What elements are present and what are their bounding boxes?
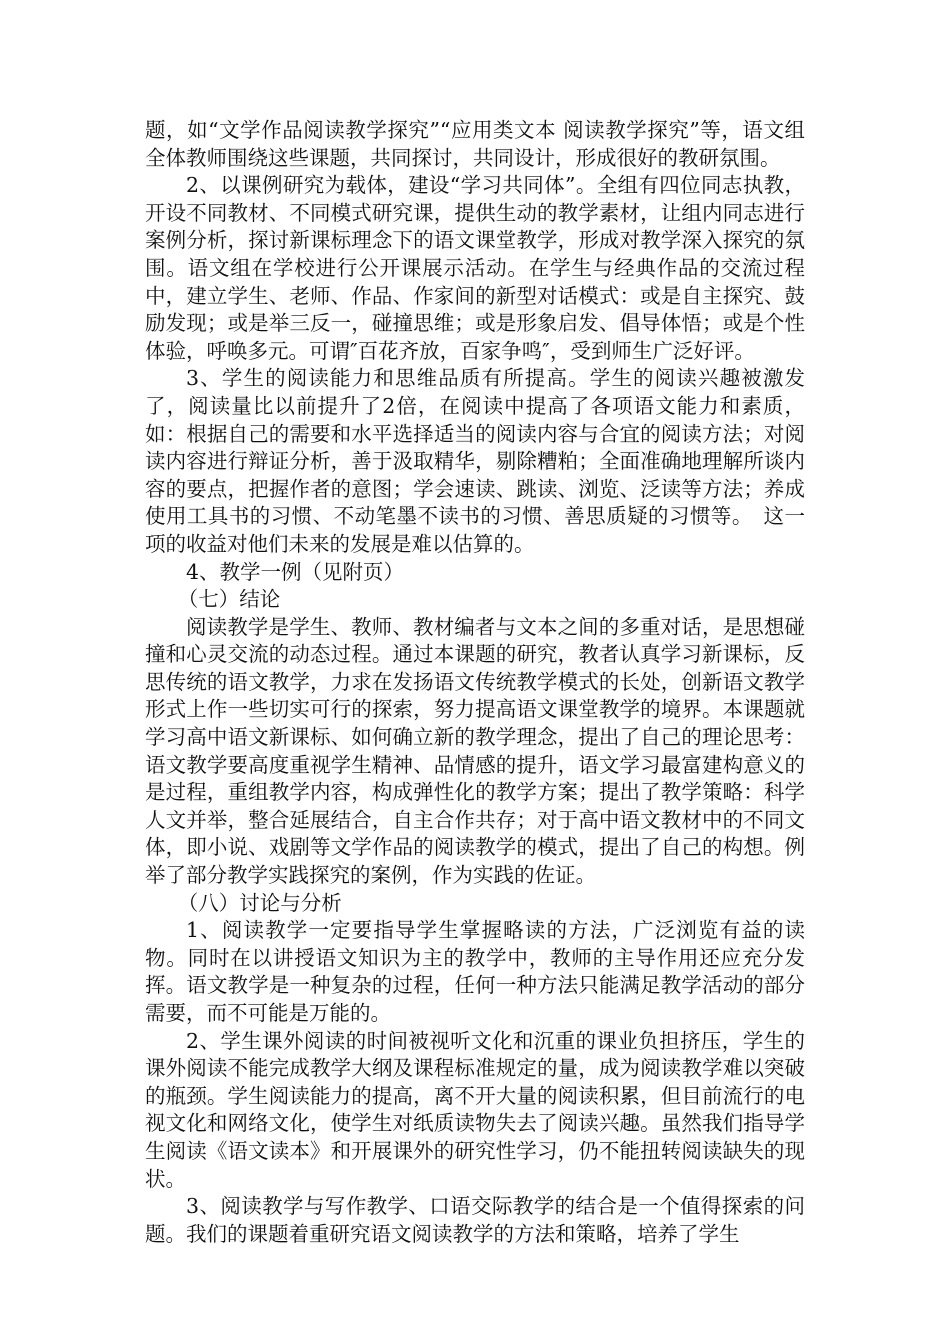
paragraph-discussion-2: 2、学生课外阅读的时间被视听文化和沉重的课业负担挤压，学生的课外阅读不能完成教学大纲及课程标准规定的量，成为阅读教学难以突破的瓶颈。学生阅读能力的提高，离不开大量的阅读积累，但目前流行的电视文化和网络文化，使学生对纸质读物失去了阅读兴趣。虽然我们指导学生阅读《语文读本》和开展课外的研究性学习，仍不能扭转阅读缺失的现状。 <box>145 1028 805 1191</box>
paragraph-item-2: 2、以课例研究为载体，建设“学习共同体”。全组有四位同志执教，开设不同教材、不同模式研究课，提供生动的教学素材，让组内同志进行案例分析，探讨新课标理念下的语文课堂教学，形成对教学深入探究的氛围。语文组在学校进行公开课展示活动。在学生与经典作品的交流过程中，建立学生、老师、作品、作家间的新型对话模式：或是自主探究、鼓励发现；或是举三反一，碰撞思维；或是形象启发、倡导体悟；或是个性体验，呼唤多元。可谓″百花齐放，百家争鸣″，受到师生广泛好评。 <box>145 173 805 363</box>
paragraph-item-4: 4、教学一例（见附页） <box>186 559 405 584</box>
paragraph-conclusion: 阅读教学是学生、教师、教材编者与文本之间的多重对话，是思想碰撞和心灵交流的动态过程。通过本课题的研究，教者认真学习新课标，反思传统的语文教学，力求在发扬语文传统教学模式的长处，创新语文教学形式上作一些切实可行的探索，努力提高语文课堂教学的境界。本课题就学习高中语文新课标、如何确立新的教学理念，提出了自己的理论思考：语文教学要高度重视学生精神、品情感的提升，语文学习最富建构意义的是过程，重组教学内容，构成弹性化的教学方案；提出了教学策略：科学人文并举，整合延展结合，自主合作共存；对于高中语文教材中的不同文体，即小说、戏剧等文学作品的阅读教学的模式，提出了自己的构想。例举了部分教学实践探究的案例，作为实践的佐证。 <box>145 614 805 888</box>
document-body <box>145 117 805 1248</box>
paragraph-discussion-3: 3、阅读教学与写作教学、口语交际教学的结合是一个值得探索的问题。我们的课题着重研究语文阅读教学的方法和策略，培养了学生 <box>145 1194 805 1246</box>
paragraph-discussion-1: 1、阅读教学一定要指导学生掌握略读的方法，广泛浏览有益的读物。同时在以讲授语文知识为主的教学中，教师的主导作用还应充分发挥。语文教学是一种复杂的过程，任何一种方法只能满足教学活动的部分需要，而不可能是万能的。 <box>145 918 805 1025</box>
section-heading-conclusion: （七）结论 <box>177 587 281 612</box>
section-heading-discussion: （八）讨论与分析 <box>177 890 342 915</box>
paragraph-item-3: 3、学生的阅读能力和思维品质有所提高。学生的阅读兴趣被激发了，阅读量比以前提升了2倍，在阅读中提高了各项语文能力和素质，如：根据自己的需要和水平选择适当的阅读内容与合宜的阅读方法；对阅读内容进行辩证分析，善于汲取精华，剔除糟粕；全面准确地理解所谈内容的要点，把握作者的意图；学会速读、跳读、浏览、泛读等方法；养成使用工具书的习惯、不动笔墨不读书的习惯、善思质疑的习惯等。 这一项的收益对他们未来的发展是难以估算的。 <box>145 366 805 556</box>
paragraph-continuation: 题，如“文学作品阅读教学探究”“应用类文本 阅读教学探究”等，语文组全体教师围绕这些课题，共同探讨，共同设计，形成很好的教研氛围。 <box>145 118 805 170</box>
